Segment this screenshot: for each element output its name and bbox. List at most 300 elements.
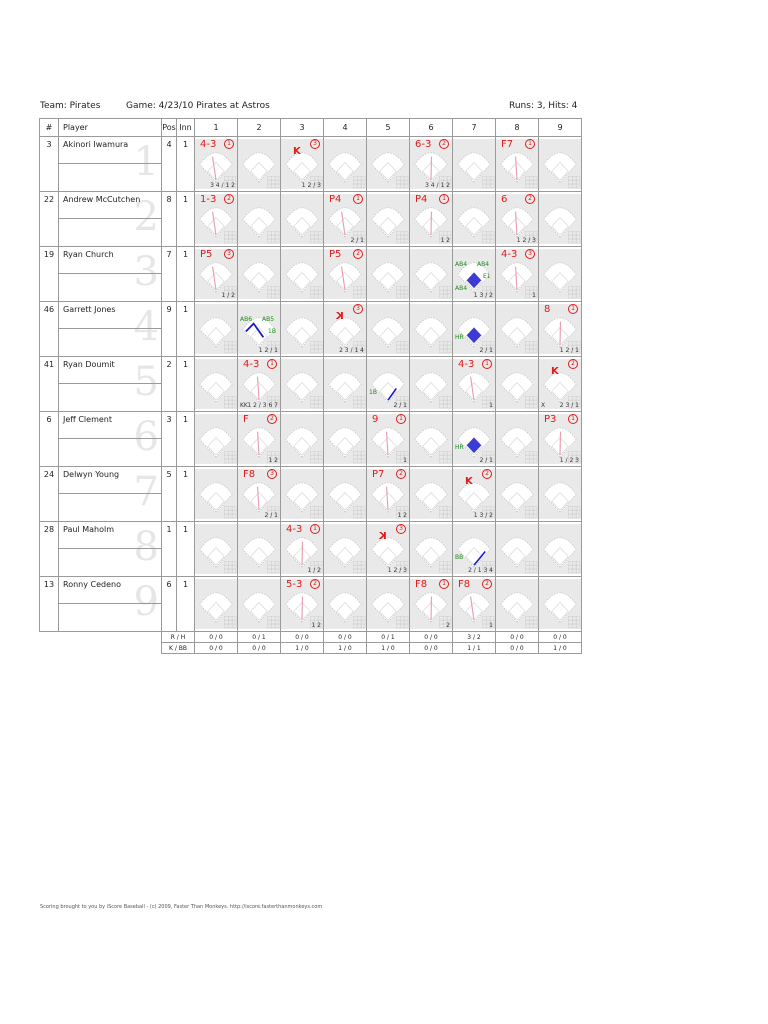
pitch-count: 2: [446, 622, 450, 629]
pitch-count: 1 2 / 3: [387, 567, 407, 574]
pitch-count: 2 / 1: [479, 457, 493, 464]
jersey-number: 22: [40, 192, 59, 247]
at-bat-cell[interactable]: [410, 577, 453, 632]
inning-total: 0 / 0: [410, 632, 453, 643]
game-label: Game: 4/23/10 Pirates at Astros: [126, 101, 270, 111]
entry-inning: 1: [177, 412, 195, 467]
field-diagram: [539, 192, 581, 246]
out-number-badge: 1: [224, 139, 234, 149]
field-diagram: [367, 302, 409, 356]
out-number-badge: 2: [482, 469, 492, 479]
at-bat-cell[interactable]: [410, 522, 453, 577]
entry-inning: 1: [177, 192, 195, 247]
field-diagram: [324, 412, 366, 466]
field-diagram: [238, 137, 280, 191]
at-bat-cell[interactable]: [281, 357, 324, 412]
field-diagram: [367, 137, 409, 191]
play-result: 4-3: [243, 359, 260, 370]
base-advance-label: BB: [455, 554, 464, 561]
totals-spacer: [40, 643, 162, 654]
at-bat-cell[interactable]: [453, 412, 496, 467]
position: 9: [162, 302, 177, 357]
out-number-badge: 2: [568, 359, 578, 369]
field-diagram: [324, 137, 366, 191]
position: 5: [162, 467, 177, 522]
field-diagram: [410, 302, 452, 356]
at-bat-cell[interactable]: [281, 467, 324, 522]
at-bat-cell[interactable]: [195, 467, 238, 522]
jersey-number: 6: [40, 412, 59, 467]
field-diagram: [367, 577, 409, 631]
at-bat-cell[interactable]: [195, 247, 238, 302]
field-diagram: [496, 577, 538, 631]
at-bat-cell[interactable]: [195, 302, 238, 357]
scoresheet-table: [39, 118, 582, 654]
player-name: Ryan Church: [63, 250, 114, 259]
pitch-count: 1 2 / 3: [516, 237, 536, 244]
base-advance-label: AB4: [477, 261, 490, 268]
at-bat-cell[interactable]: [195, 137, 238, 192]
col-header-player: Player: [59, 119, 162, 137]
at-bat-cell[interactable]: [496, 357, 539, 412]
field-diagram: [281, 192, 323, 246]
pitch-count: 2 3 / 1 4: [339, 347, 364, 354]
totals-label: R / H: [162, 632, 195, 643]
pitch-count: 1 2 / 1: [559, 347, 579, 354]
field-diagram: [195, 467, 237, 521]
field-diagram: [195, 302, 237, 356]
pitch-count: 1 2: [440, 237, 450, 244]
inning-total: 1 / 0: [539, 643, 582, 654]
out-number-badge: 1: [568, 414, 578, 424]
at-bat-cell[interactable]: [367, 412, 410, 467]
totals-label: K / BB: [162, 643, 195, 654]
inning-total: 0 / 0: [539, 632, 582, 643]
batting-order-watermark: 9: [133, 579, 159, 625]
player-cell: [59, 192, 162, 247]
player-cell: [59, 247, 162, 302]
out-number-badge: 3: [310, 139, 320, 149]
substitute-divider: [59, 218, 161, 219]
out-number-badge: 2: [396, 469, 406, 479]
player-cell: [59, 357, 162, 412]
entry-inning: 1: [177, 247, 195, 302]
at-bat-cell[interactable]: [281, 247, 324, 302]
at-bat-cell[interactable]: [539, 412, 582, 467]
at-bat-cell[interactable]: [324, 302, 367, 357]
play-result: 6: [501, 194, 508, 205]
entry-inning: 1: [177, 302, 195, 357]
pitch-count: 1: [403, 457, 407, 464]
at-bat-cell[interactable]: [539, 357, 582, 412]
at-bat-cell[interactable]: [496, 137, 539, 192]
entry-inning: 1: [177, 357, 195, 412]
play-result: 5-3: [286, 579, 303, 590]
at-bat-cell[interactable]: [281, 522, 324, 577]
at-bat-cell[interactable]: [367, 247, 410, 302]
totals-spacer: [40, 632, 162, 643]
at-bat-cell[interactable]: [496, 577, 539, 632]
field-diagram: [324, 357, 366, 411]
out-number-badge: 3: [525, 249, 535, 259]
col-header-inning-2: 2: [238, 119, 281, 137]
base-advance-label: HR: [455, 334, 464, 341]
player-name: Akinori Iwamura: [63, 140, 129, 149]
play-result: 6-3: [415, 139, 432, 150]
entry-inning: 1: [177, 137, 195, 192]
runs-hits-summary: Runs: 3, Hits: 4: [509, 101, 578, 111]
out-number-badge: 1: [439, 194, 449, 204]
substitute-divider: [59, 328, 161, 329]
batting-order-watermark: 1: [133, 139, 159, 185]
at-bat-cell[interactable]: [453, 137, 496, 192]
at-bat-cell[interactable]: [367, 577, 410, 632]
field-diagram: [195, 412, 237, 466]
out-number-badge: 3: [224, 249, 234, 259]
field-diagram: [410, 522, 452, 576]
field-diagram: [453, 137, 495, 191]
base-advance-label: AB6: [240, 316, 253, 323]
at-bat-cell[interactable]: [324, 137, 367, 192]
batting-order-watermark: 6: [133, 414, 159, 460]
at-bat-cell[interactable]: [539, 577, 582, 632]
player-name: Jeff Clement: [63, 415, 112, 424]
at-bat-cell[interactable]: [281, 302, 324, 357]
at-bat-cell[interactable]: [281, 137, 324, 192]
position: 1: [162, 522, 177, 577]
at-bat-cell[interactable]: [324, 357, 367, 412]
position: 6: [162, 577, 177, 632]
play-result: 9: [372, 414, 379, 425]
at-bat-cell[interactable]: [410, 467, 453, 522]
out-number-badge: 1: [568, 304, 578, 314]
pitch-count: 1 2 / 3 6 7: [247, 402, 278, 409]
out-number-badge: 1: [353, 194, 363, 204]
field-diagram: [496, 302, 538, 356]
player-cell: [59, 467, 162, 522]
pitch-count: 1 / 2: [307, 567, 321, 574]
at-bat-cell[interactable]: [410, 137, 453, 192]
play-note: X: [541, 402, 546, 409]
play-result: 4-3: [501, 249, 518, 260]
inning-total: 0 / 0: [496, 632, 539, 643]
out-number-badge: 2: [525, 194, 535, 204]
pitch-count: 1 / 2: [221, 292, 235, 299]
pitch-count: 3 4 / 1 2: [210, 182, 235, 189]
at-bat-cell[interactable]: [238, 467, 281, 522]
field-diagram: [539, 247, 581, 301]
at-bat-cell[interactable]: [238, 357, 281, 412]
entry-inning: 1: [177, 522, 195, 577]
runs-hits-row: [40, 632, 582, 643]
at-bat-cell[interactable]: [195, 577, 238, 632]
jersey-number: 19: [40, 247, 59, 302]
at-bat-cell[interactable]: [453, 302, 496, 357]
base-advance-label: AB5: [262, 316, 275, 323]
field-diagram: [324, 522, 366, 576]
jersey-number: 3: [40, 137, 59, 192]
player-row: [40, 467, 582, 522]
inning-total: 0 / 0: [281, 632, 324, 643]
at-bat-cell[interactable]: [410, 247, 453, 302]
field-diagram: [539, 577, 581, 631]
player-row: [40, 192, 582, 247]
player-row: [40, 577, 582, 632]
play-result: 1-3: [200, 194, 217, 205]
player-row: [40, 412, 582, 467]
at-bat-cell[interactable]: [238, 577, 281, 632]
pitch-count: 1 3 / 2: [473, 512, 493, 519]
pitch-count: 1: [489, 402, 493, 409]
field-diagram: [281, 412, 323, 466]
at-bat-cell[interactable]: [410, 412, 453, 467]
inning-total: 0 / 0: [238, 643, 281, 654]
inning-total: 0 / 0: [324, 632, 367, 643]
at-bat-cell[interactable]: [453, 577, 496, 632]
at-bat-cell[interactable]: [238, 302, 281, 357]
pitch-count: 1 2: [397, 512, 407, 519]
out-number-badge: 2: [224, 194, 234, 204]
pitch-count: 2 3 / 1: [559, 402, 579, 409]
play-note: KK: [240, 402, 248, 409]
out-number-badge: 1: [525, 139, 535, 149]
at-bat-cell[interactable]: [410, 192, 453, 247]
col-header-inning-4: 4: [324, 119, 367, 137]
at-bat-cell[interactable]: [195, 357, 238, 412]
at-bat-cell[interactable]: [496, 522, 539, 577]
at-bat-cell[interactable]: [367, 357, 410, 412]
field-diagram: [539, 137, 581, 191]
at-bat-cell[interactable]: [539, 467, 582, 522]
field-diagram: [410, 412, 452, 466]
pitch-count: 3 4 / 1 2: [425, 182, 450, 189]
inning-total: 1 / 0: [281, 643, 324, 654]
player-row: [40, 247, 582, 302]
play-result: F8: [458, 579, 471, 590]
play-result: K: [336, 311, 344, 322]
field-diagram: [281, 467, 323, 521]
field-diagram: [238, 192, 280, 246]
player-cell: [59, 137, 162, 192]
out-number-badge: 1: [267, 359, 277, 369]
play-result: P4: [329, 194, 342, 205]
play-result: K: [465, 476, 473, 487]
field-diagram: [367, 192, 409, 246]
base-advance-label: 1B: [369, 389, 377, 396]
player-row: [40, 302, 582, 357]
position: 4: [162, 137, 177, 192]
substitute-divider: [59, 548, 161, 549]
col-header-inning-9: 9: [539, 119, 582, 137]
player-name: Ryan Doumit: [63, 360, 115, 369]
play-result: F7: [501, 139, 514, 150]
play-result: P3: [544, 414, 557, 425]
team-label: Team: Pirates: [40, 101, 101, 111]
player-name: Andrew McCutchen: [63, 195, 141, 204]
field-diagram: [367, 247, 409, 301]
at-bat-cell[interactable]: [324, 467, 367, 522]
substitute-divider: [59, 163, 161, 164]
substitute-divider: [59, 383, 161, 384]
at-bat-cell[interactable]: [195, 522, 238, 577]
jersey-number: 41: [40, 357, 59, 412]
field-diagram: [195, 357, 237, 411]
field-diagram: [281, 357, 323, 411]
jersey-number: 46: [40, 302, 59, 357]
play-result: P4: [415, 194, 428, 205]
at-bat-cell[interactable]: [281, 192, 324, 247]
field-diagram: [324, 467, 366, 521]
player-cell: [59, 302, 162, 357]
at-bat-cell[interactable]: [238, 522, 281, 577]
col-header-inning-1: 1: [195, 119, 238, 137]
at-bat-cell[interactable]: [238, 247, 281, 302]
at-bat-cell[interactable]: [453, 192, 496, 247]
at-bat-cell[interactable]: [367, 522, 410, 577]
inning-total: 0 / 0: [410, 643, 453, 654]
play-result: P7: [372, 469, 385, 480]
batting-order-watermark: 5: [133, 359, 159, 405]
field-diagram: [453, 192, 495, 246]
at-bat-cell[interactable]: [453, 247, 496, 302]
at-bat-cell[interactable]: [324, 577, 367, 632]
pitch-count: 2 / 1: [350, 237, 364, 244]
at-bat-cell[interactable]: [367, 192, 410, 247]
base-advance-label: HR: [455, 444, 464, 451]
col-header-pos: Pos: [162, 119, 177, 137]
field-diagram: [238, 522, 280, 576]
at-bat-cell[interactable]: [195, 412, 238, 467]
player-row: [40, 357, 582, 412]
col-header-inning-8: 8: [496, 119, 539, 137]
pitch-count: 2 / 1: [393, 402, 407, 409]
pitch-count: 1 2: [311, 622, 321, 629]
at-bat-cell[interactable]: [367, 467, 410, 522]
base-advance-label: AB4: [455, 261, 468, 268]
field-diagram: [410, 357, 452, 411]
at-bat-cell[interactable]: [453, 522, 496, 577]
player-name: Delwyn Young: [63, 470, 120, 479]
at-bat-cell[interactable]: [453, 357, 496, 412]
pitch-count: 1 2: [268, 457, 278, 464]
play-result: K: [293, 146, 301, 157]
at-bat-cell[interactable]: [539, 192, 582, 247]
base-advance-label: E1: [483, 273, 491, 280]
at-bat-cell[interactable]: [496, 302, 539, 357]
pitch-count: 2 / 1 3 4: [468, 567, 493, 574]
batting-order-watermark: 4: [133, 304, 159, 350]
field-diagram: [238, 247, 280, 301]
at-bat-cell[interactable]: [539, 247, 582, 302]
col-header-inning-6: 6: [410, 119, 453, 137]
at-bat-cell[interactable]: [195, 192, 238, 247]
play-result: F: [243, 414, 249, 425]
batting-order-watermark: 8: [133, 524, 159, 570]
header-row: [40, 119, 582, 137]
at-bat-cell[interactable]: [539, 522, 582, 577]
at-bat-cell[interactable]: [367, 137, 410, 192]
position: 8: [162, 192, 177, 247]
substitute-divider: [59, 493, 161, 494]
inning-total: 0 / 0: [195, 632, 238, 643]
play-result: 8: [544, 304, 551, 315]
position: 7: [162, 247, 177, 302]
out-number-badge: 3: [353, 304, 363, 314]
player-name: Paul Maholm: [63, 525, 114, 534]
field-diagram: [324, 577, 366, 631]
play-result: P5: [200, 249, 213, 260]
at-bat-cell[interactable]: [539, 302, 582, 357]
at-bat-cell[interactable]: [367, 302, 410, 357]
out-number-badge: 3: [396, 524, 406, 534]
at-bat-cell[interactable]: [324, 192, 367, 247]
at-bat-cell[interactable]: [410, 302, 453, 357]
out-number-badge: 2: [267, 414, 277, 424]
position: 2: [162, 357, 177, 412]
jersey-number: 13: [40, 577, 59, 632]
field-diagram: [539, 522, 581, 576]
out-number-badge: 3: [267, 469, 277, 479]
at-bat-cell[interactable]: [238, 137, 281, 192]
inning-total: 0 / 0: [496, 643, 539, 654]
entry-inning: 1: [177, 467, 195, 522]
play-result: K: [551, 366, 559, 377]
position: 3: [162, 412, 177, 467]
field-diagram: [496, 467, 538, 521]
field-diagram: [496, 357, 538, 411]
at-bat-cell[interactable]: [238, 412, 281, 467]
footer-credit: Scoring brought to you by iScore Baseball - (c) 2009, Faster Than Monkeys. http://iscore.fasterthanmonkeys.com: [40, 904, 323, 910]
substitute-divider: [59, 438, 161, 439]
at-bat-cell[interactable]: [496, 247, 539, 302]
at-bat-cell[interactable]: [324, 247, 367, 302]
at-bat-cell[interactable]: [496, 467, 539, 522]
jersey-number: 24: [40, 467, 59, 522]
at-bat-cell[interactable]: [453, 467, 496, 522]
at-bat-cell[interactable]: [324, 412, 367, 467]
field-diagram: [496, 522, 538, 576]
inning-total: 1 / 0: [367, 643, 410, 654]
substitute-divider: [59, 273, 161, 274]
out-number-badge: 1: [310, 524, 320, 534]
at-bat-cell[interactable]: [238, 192, 281, 247]
at-bat-cell[interactable]: [496, 412, 539, 467]
at-bat-cell[interactable]: [281, 577, 324, 632]
play-result: P5: [329, 249, 342, 260]
out-number-badge: 2: [482, 579, 492, 589]
inning-total: 0 / 0: [195, 643, 238, 654]
at-bat-cell[interactable]: [324, 522, 367, 577]
pitch-count: 1: [489, 622, 493, 629]
field-diagram: [410, 467, 452, 521]
inning-total: 1 / 1: [453, 643, 496, 654]
field-diagram: [410, 247, 452, 301]
pitch-count: 1 2 / 1: [258, 347, 278, 354]
pitch-count: 1: [532, 292, 536, 299]
at-bat-cell[interactable]: [539, 137, 582, 192]
at-bat-cell[interactable]: [410, 357, 453, 412]
batting-order-watermark: 7: [133, 469, 159, 515]
field-diagram: [195, 522, 237, 576]
field-diagram: [496, 412, 538, 466]
pitch-count: 1 2 / 3: [301, 182, 321, 189]
col-header-inning-5: 5: [367, 119, 410, 137]
at-bat-cell[interactable]: [496, 192, 539, 247]
base-advance-label: 1B: [268, 328, 276, 335]
out-number-badge: 2: [439, 139, 449, 149]
at-bat-cell[interactable]: [281, 412, 324, 467]
player-cell: [59, 577, 162, 632]
